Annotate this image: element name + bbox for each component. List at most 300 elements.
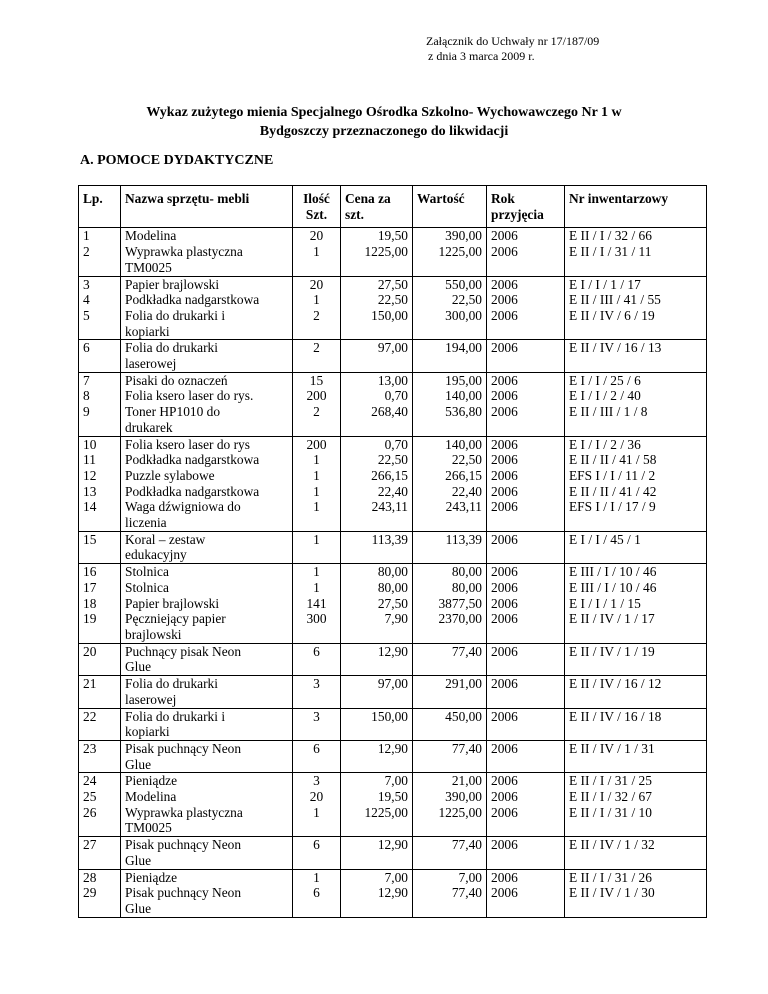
cell-price-line: 12,90 xyxy=(377,885,408,901)
table-row xyxy=(79,531,707,563)
cell-qty-line: 3 xyxy=(313,676,320,692)
cell-year xyxy=(487,773,565,837)
cell-inventory-number-line: E I / I / 1 / 17 xyxy=(569,276,641,292)
cell-price xyxy=(341,564,413,644)
cell-price-line: 150,00 xyxy=(371,307,408,323)
cell-year xyxy=(487,676,565,708)
cell-name xyxy=(121,708,293,740)
cell-year-line: 2006 xyxy=(491,372,518,388)
cell-year-line: 2006 xyxy=(491,404,518,420)
cell-value-line: 536,80 xyxy=(445,404,482,420)
cell-price-line: 243,11 xyxy=(371,499,408,515)
cell-inventory-number-line: E I / I / 1 / 15 xyxy=(569,595,641,611)
cell-qty-line: 1 xyxy=(313,869,320,885)
cell-lp xyxy=(79,564,121,644)
cell-name-line: kopiarki xyxy=(125,323,170,339)
cell-value-line: 266,15 xyxy=(445,467,482,483)
cell-price-line: 150,00 xyxy=(371,708,408,724)
cell-lp-line: 17 xyxy=(83,579,97,595)
cell-price-line: 19,50 xyxy=(377,789,408,805)
cell-qty-line: 300 xyxy=(306,611,327,627)
cell-inventory-number xyxy=(565,436,707,531)
cell-lp-line: 29 xyxy=(83,885,97,901)
cell-year-line: 2006 xyxy=(491,804,518,820)
cell-qty-line: 20 xyxy=(309,789,324,805)
cell-price xyxy=(341,276,413,340)
cell-inventory-number-line: E II / IV / 6 / 19 xyxy=(569,307,655,323)
cell-name-line: kopiarki xyxy=(125,724,170,740)
cell-inventory-number-line: E I / I / 2 / 40 xyxy=(569,388,641,404)
cell-name-line: Pisak puchnący Neon xyxy=(125,740,242,756)
cell-year-line: 2006 xyxy=(491,436,518,452)
cell-year-line: 2006 xyxy=(491,340,518,356)
cell-inventory-number-line: E II / IV / 16 / 13 xyxy=(569,340,662,356)
cell-year-line: 2006 xyxy=(491,276,518,292)
cell-lp xyxy=(79,708,121,740)
table-row xyxy=(79,676,707,708)
table-row xyxy=(79,643,707,675)
cell-name-line: Glue xyxy=(125,900,152,916)
cell-qty-line: 3 xyxy=(313,773,320,789)
cell-price-line: 22,50 xyxy=(377,292,408,308)
table-row xyxy=(79,276,707,340)
cell-year-line: 2006 xyxy=(491,595,518,611)
cell-inventory-number-line: E II / I / 32 / 67 xyxy=(569,789,652,805)
cell-lp-line: 2 xyxy=(83,244,90,260)
cell-value-line: 195,00 xyxy=(445,372,482,388)
cell-inventory-number-line: E I / I / 2 / 36 xyxy=(569,436,641,452)
cell-value xyxy=(413,531,487,563)
cell-value-line: 450,00 xyxy=(445,708,482,724)
cell-name-line: Pisak puchnący Neon xyxy=(125,837,242,853)
header-value: Wartość xyxy=(413,186,487,228)
cell-year-line: 2006 xyxy=(491,244,518,260)
cell-value-line: 1225,00 xyxy=(438,804,482,820)
cell-value-line: 550,00 xyxy=(445,276,482,292)
cell-qty-line: 6 xyxy=(313,643,320,659)
cell-year xyxy=(487,837,565,869)
cell-value-line: 7,00 xyxy=(458,869,482,885)
cell-name xyxy=(121,531,293,563)
cell-price-line: 7,90 xyxy=(384,611,408,627)
cell-value xyxy=(413,869,487,917)
cell-name-line: Folia do drukarki xyxy=(125,340,218,356)
cell-inventory-number-line: E II / IV / 1 / 19 xyxy=(569,643,655,659)
cell-inventory-number-line: E II / IV / 1 / 17 xyxy=(569,611,655,627)
cell-qty xyxy=(293,708,341,740)
cell-value-line: 243,11 xyxy=(445,499,482,515)
cell-price-line: 80,00 xyxy=(377,579,408,595)
cell-inventory-number xyxy=(565,643,707,675)
cell-lp xyxy=(79,340,121,372)
cell-name xyxy=(121,372,293,436)
cell-value-line: 1225,00 xyxy=(438,244,482,260)
cell-name-line: Pisaki do oznaczeń xyxy=(125,372,228,388)
cell-price xyxy=(341,372,413,436)
cell-value-line: 22,50 xyxy=(451,452,482,468)
cell-lp-line: 25 xyxy=(83,789,97,805)
annex-line-2: z dnia 3 marca 2009 r. xyxy=(428,49,535,63)
cell-value xyxy=(413,340,487,372)
cell-inventory-number-line: E II / IV / 1 / 32 xyxy=(569,837,655,853)
cell-year-line: 2006 xyxy=(491,388,518,404)
cell-lp-line: 1 xyxy=(83,228,90,244)
cell-name-line: TM0025 xyxy=(125,259,172,275)
cell-name-line: Stolnica xyxy=(125,564,169,580)
cell-name-line: Pęczniejący papier xyxy=(125,611,226,627)
cell-lp-line: 28 xyxy=(83,869,97,885)
cell-inventory-number xyxy=(565,773,707,837)
cell-name-line: laserowej xyxy=(125,691,177,707)
cell-lp-line: 20 xyxy=(83,643,97,659)
cell-qty xyxy=(293,228,341,276)
cell-qty xyxy=(293,276,341,340)
cell-lp-line: 3 xyxy=(83,276,90,292)
cell-name-line: Waga dźwigniowa do xyxy=(125,499,241,515)
cell-lp-line: 22 xyxy=(83,708,97,724)
cell-name-line: Wyprawka plastyczna xyxy=(125,804,243,820)
cell-inventory-number xyxy=(565,228,707,276)
cell-value-line: 80,00 xyxy=(451,564,482,580)
header-name: Nazwa sprzętu- mebli xyxy=(121,186,293,228)
cell-name-line: laserowej xyxy=(125,356,177,372)
cell-lp-line: 11 xyxy=(83,452,96,468)
cell-qty-line: 1 xyxy=(313,564,320,580)
cell-name xyxy=(121,564,293,644)
header-lp: Lp. xyxy=(79,186,121,228)
cell-lp-line: 13 xyxy=(83,483,97,499)
cell-price-line: 12,90 xyxy=(377,837,408,853)
cell-name-line: Modelina xyxy=(125,789,177,805)
cell-price xyxy=(341,869,413,917)
cell-price-line: 12,90 xyxy=(377,643,408,659)
table-row xyxy=(79,372,707,436)
title-line-2: Bydgoszczy przeznaczonego do likwidacji xyxy=(259,124,509,139)
cell-qty xyxy=(293,676,341,708)
cell-name-line: brajlowski xyxy=(125,626,182,642)
cell-price-line: 266,15 xyxy=(371,467,408,483)
cell-value xyxy=(413,436,487,531)
cell-lp xyxy=(79,372,121,436)
cell-year xyxy=(487,436,565,531)
cell-price-line: 80,00 xyxy=(377,564,408,580)
cell-price xyxy=(341,340,413,372)
cell-inventory-number-line: E II / I / 31 / 26 xyxy=(569,869,652,885)
cell-year-line: 2006 xyxy=(491,452,518,468)
cell-qty-line: 2 xyxy=(313,307,320,323)
cell-name-line: Podkładka nadgarstkowa xyxy=(125,452,260,468)
cell-year xyxy=(487,340,565,372)
cell-qty xyxy=(293,869,341,917)
cell-qty-line: 1 xyxy=(313,804,320,820)
cell-price-line: 27,50 xyxy=(377,276,408,292)
cell-lp-line: 4 xyxy=(83,292,90,308)
cell-qty-line: 1 xyxy=(313,579,320,595)
cell-name xyxy=(121,340,293,372)
cell-value xyxy=(413,372,487,436)
cell-price-line: 113,39 xyxy=(371,531,408,547)
cell-name-line: Puchnący pisak Neon xyxy=(125,643,242,659)
cell-inventory-number xyxy=(565,372,707,436)
cell-inventory-number xyxy=(565,531,707,563)
cell-name-line: Puzzle sylabowe xyxy=(125,467,215,483)
cell-qty-line: 1 xyxy=(313,292,320,308)
annex-line-1: Załącznik do Uchwały nr 17/187/09 xyxy=(426,34,600,48)
cell-qty-line: 200 xyxy=(306,388,327,404)
cell-name-line: Folia do drukarki xyxy=(125,676,218,692)
cell-price-line: 12,90 xyxy=(377,740,408,756)
cell-qty-line: 6 xyxy=(313,837,320,853)
cell-year-line: 2006 xyxy=(491,789,518,805)
table-row xyxy=(79,340,707,372)
cell-lp-line: 27 xyxy=(83,837,97,853)
cell-value-line: 390,00 xyxy=(445,228,482,244)
cell-year xyxy=(487,564,565,644)
cell-qty-line: 6 xyxy=(313,885,320,901)
cell-year-line: 2006 xyxy=(491,531,518,547)
cell-qty xyxy=(293,564,341,644)
cell-value-line: 390,00 xyxy=(445,789,482,805)
cell-price-line: 0,70 xyxy=(384,388,408,404)
cell-qty xyxy=(293,643,341,675)
cell-lp-line: 21 xyxy=(83,676,97,692)
cell-value xyxy=(413,564,487,644)
cell-name-line: Folia do drukarki i xyxy=(125,307,226,323)
cell-inventory-number xyxy=(565,276,707,340)
cell-year-line: 2006 xyxy=(491,307,518,323)
cell-inventory-number-line: EFS I / I / 11 / 2 xyxy=(569,467,656,483)
cell-value-line: 140,00 xyxy=(445,388,482,404)
cell-inventory-number-line: E I / I / 45 / 1 xyxy=(569,531,641,547)
cell-value-line: 2370,00 xyxy=(438,611,482,627)
inventory-table xyxy=(78,185,707,918)
cell-name xyxy=(121,228,293,276)
annex-note xyxy=(426,34,599,64)
cell-price xyxy=(341,676,413,708)
cell-lp xyxy=(79,228,121,276)
cell-value-line: 77,40 xyxy=(451,643,482,659)
cell-qty-line: 3 xyxy=(313,708,320,724)
cell-price-line: 7,00 xyxy=(384,869,408,885)
cell-year-line: 2006 xyxy=(491,292,518,308)
title-line-1: Wykaz zużytego mienia Specjalnego Ośrodka Szkolno- Wychowawczego Nr 1 w xyxy=(146,105,622,120)
cell-lp-line: 7 xyxy=(83,372,90,388)
cell-lp xyxy=(79,643,121,675)
cell-value-line: 22,40 xyxy=(451,483,482,499)
cell-inventory-number-line: E II / II / 41 / 58 xyxy=(569,452,657,468)
cell-year-line: 2006 xyxy=(491,740,518,756)
cell-lp-line: 24 xyxy=(83,773,97,789)
table-body xyxy=(79,228,707,917)
cell-value xyxy=(413,643,487,675)
cell-name-line: Glue xyxy=(125,659,152,675)
table-row xyxy=(79,228,707,276)
cell-inventory-number-line: E II / I / 31 / 25 xyxy=(569,773,652,789)
cell-price xyxy=(341,837,413,869)
table-header-row xyxy=(79,186,707,228)
header-qty: Ilość Szt. xyxy=(293,186,341,228)
cell-year xyxy=(487,708,565,740)
cell-price xyxy=(341,531,413,563)
cell-price xyxy=(341,643,413,675)
cell-name xyxy=(121,869,293,917)
section-title: A. POMOCE DYDAKTYCZNE xyxy=(80,153,274,168)
cell-price-line: 0,70 xyxy=(384,436,408,452)
cell-year-line: 2006 xyxy=(491,773,518,789)
cell-name-line: Folia do drukarki i xyxy=(125,708,226,724)
cell-value-line: 77,40 xyxy=(451,740,482,756)
cell-name-line: Pieniądze xyxy=(125,773,178,789)
cell-price-line: 1225,00 xyxy=(364,244,408,260)
cell-qty-line: 200 xyxy=(306,436,327,452)
cell-lp xyxy=(79,869,121,917)
cell-year-line: 2006 xyxy=(491,676,518,692)
table-row xyxy=(79,564,707,644)
cell-year xyxy=(487,740,565,772)
cell-inventory-number xyxy=(565,676,707,708)
cell-value-line: 140,00 xyxy=(445,436,482,452)
cell-qty xyxy=(293,740,341,772)
cell-name-line: Koral – zestaw xyxy=(125,531,206,547)
cell-price-line: 27,50 xyxy=(377,595,408,611)
cell-qty xyxy=(293,837,341,869)
cell-name-line: Papier brajlowski xyxy=(125,276,220,292)
cell-lp xyxy=(79,837,121,869)
cell-inventory-number-line: E II / IV / 1 / 31 xyxy=(569,740,655,756)
cell-qty xyxy=(293,531,341,563)
cell-name-line: Pieniądze xyxy=(125,869,178,885)
cell-qty-line: 1 xyxy=(313,452,320,468)
cell-qty xyxy=(293,372,341,436)
cell-year-line: 2006 xyxy=(491,564,518,580)
cell-inventory-number xyxy=(565,564,707,644)
cell-price xyxy=(341,228,413,276)
cell-qty-line: 20 xyxy=(309,228,324,244)
cell-name xyxy=(121,773,293,837)
cell-qty-line: 1 xyxy=(313,531,320,547)
cell-year xyxy=(487,869,565,917)
cell-lp-line: 23 xyxy=(83,740,97,756)
cell-year xyxy=(487,531,565,563)
cell-price-line: 97,00 xyxy=(377,676,408,692)
cell-name-line: Glue xyxy=(125,852,152,868)
cell-qty-line: 1 xyxy=(313,467,320,483)
cell-inventory-number-line: E II / III / 1 / 8 xyxy=(569,404,648,420)
cell-price xyxy=(341,773,413,837)
cell-year xyxy=(487,643,565,675)
cell-inventory-number xyxy=(565,740,707,772)
cell-qty-line: 1 xyxy=(313,499,320,515)
cell-lp-line: 10 xyxy=(83,436,97,452)
cell-price xyxy=(341,708,413,740)
cell-qty-line: 6 xyxy=(313,740,320,756)
cell-price-line: 268,40 xyxy=(371,404,408,420)
cell-value xyxy=(413,276,487,340)
cell-name-line: drukarek xyxy=(125,419,173,435)
cell-name-line: Pisak puchnący Neon xyxy=(125,885,242,901)
cell-lp xyxy=(79,740,121,772)
cell-name-line: Toner HP1010 do xyxy=(125,404,221,420)
cell-name-line: Glue xyxy=(125,756,152,772)
header-year: Rok przyjęcia xyxy=(487,186,565,228)
cell-qty-line: 15 xyxy=(309,372,324,388)
cell-name xyxy=(121,276,293,340)
cell-price xyxy=(341,740,413,772)
cell-lp-line: 18 xyxy=(83,595,97,611)
document-title xyxy=(60,103,708,141)
cell-name xyxy=(121,643,293,675)
cell-year-line: 2006 xyxy=(491,579,518,595)
cell-value xyxy=(413,837,487,869)
cell-value-line: 113,39 xyxy=(445,531,482,547)
cell-name-line: TM0025 xyxy=(125,820,172,836)
cell-year-line: 2006 xyxy=(491,228,518,244)
table-row xyxy=(79,837,707,869)
cell-lp-line: 14 xyxy=(83,499,97,515)
table-row xyxy=(79,773,707,837)
cell-lp-line: 8 xyxy=(83,388,90,404)
cell-qty-line: 2 xyxy=(313,404,320,420)
cell-qty xyxy=(293,773,341,837)
cell-lp-line: 26 xyxy=(83,804,97,820)
cell-inventory-number xyxy=(565,837,707,869)
cell-name-line: Folia ksero laser do rys xyxy=(125,436,250,452)
cell-name xyxy=(121,436,293,531)
cell-inventory-number-line: E III / I / 10 / 46 xyxy=(569,564,657,580)
cell-year-line: 2006 xyxy=(491,837,518,853)
cell-year xyxy=(487,372,565,436)
cell-price-line: 19,50 xyxy=(377,228,408,244)
cell-lp xyxy=(79,531,121,563)
cell-year-line: 2006 xyxy=(491,869,518,885)
cell-name-line: liczenia xyxy=(125,515,167,531)
cell-year xyxy=(487,276,565,340)
cell-value-line: 80,00 xyxy=(451,579,482,595)
cell-inventory-number-line: EFS I / I / 17 / 9 xyxy=(569,499,656,515)
cell-price-line: 7,00 xyxy=(384,773,408,789)
cell-year-line: 2006 xyxy=(491,708,518,724)
cell-name-line: Papier brajlowski xyxy=(125,595,220,611)
cell-year-line: 2006 xyxy=(491,885,518,901)
cell-name-line: Stolnica xyxy=(125,579,169,595)
cell-name-line: edukacyjny xyxy=(125,547,187,563)
cell-value xyxy=(413,708,487,740)
cell-price-line: 97,00 xyxy=(377,340,408,356)
cell-lp-line: 19 xyxy=(83,611,97,627)
cell-value xyxy=(413,676,487,708)
cell-lp-line: 12 xyxy=(83,467,97,483)
header-price: Cena za szt. xyxy=(341,186,413,228)
cell-lp-line: 6 xyxy=(83,340,90,356)
cell-year-line: 2006 xyxy=(491,643,518,659)
cell-year-line: 2006 xyxy=(491,499,518,515)
cell-inventory-number-line: E II / I / 31 / 11 xyxy=(569,244,652,260)
table-row xyxy=(79,708,707,740)
cell-value-line: 22,50 xyxy=(451,292,482,308)
cell-lp-line: 16 xyxy=(83,564,97,580)
cell-value-line: 77,40 xyxy=(451,837,482,853)
table-row xyxy=(79,869,707,917)
cell-lp xyxy=(79,676,121,708)
cell-name-line: Modelina xyxy=(125,228,177,244)
cell-name xyxy=(121,740,293,772)
cell-year-line: 2006 xyxy=(491,467,518,483)
cell-inventory-number xyxy=(565,869,707,917)
cell-qty xyxy=(293,340,341,372)
cell-price xyxy=(341,436,413,531)
cell-year xyxy=(487,228,565,276)
cell-qty-line: 2 xyxy=(313,340,320,356)
